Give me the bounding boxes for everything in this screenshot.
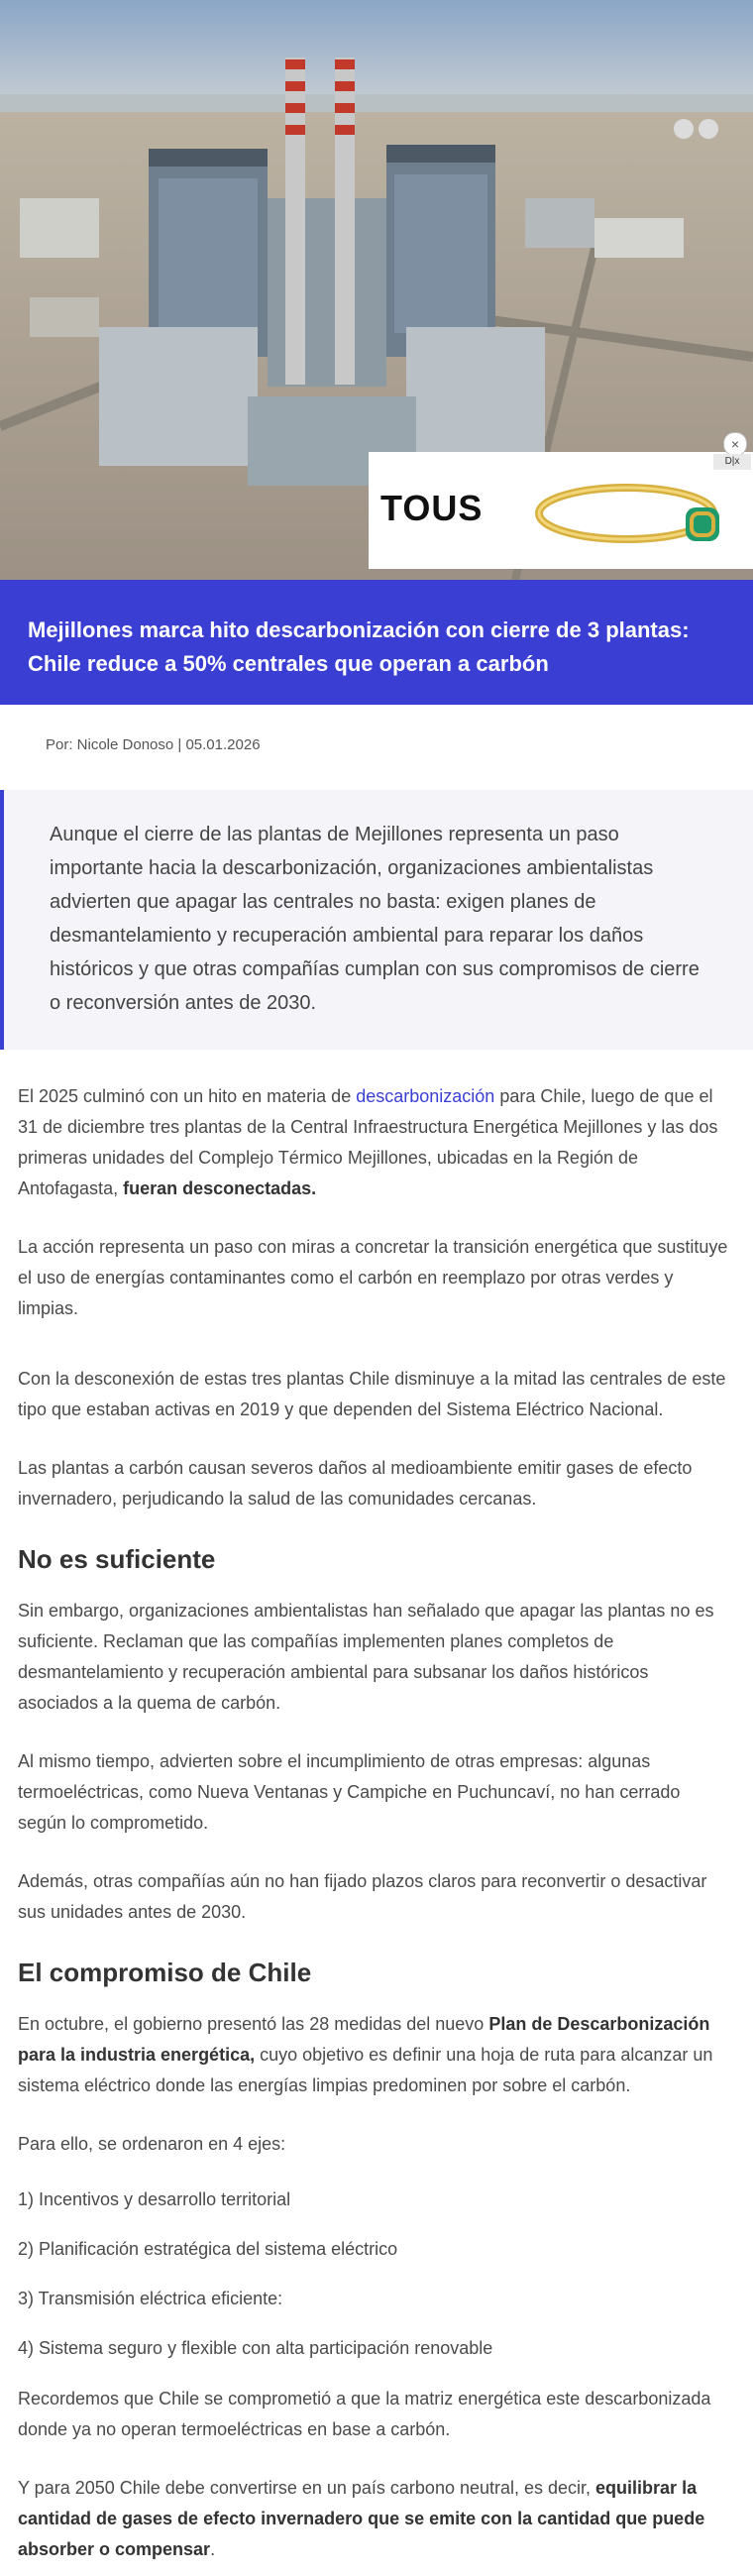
ad-bracelet-image[interactable] <box>517 456 735 565</box>
paragraph-8 <box>18 2009 733 2101</box>
paragraph-2: La acción representa un paso con miras a concretar la transición energética que sustituye el uso de energías contaminantes como el carbón en reemplazo por otras verdes y limpias. <box>18 1237 728 1318</box>
heading-compromiso: El compromiso de Chile <box>18 1958 312 1987</box>
heading-no-es-suficiente: No es suficiente <box>18 1544 216 1574</box>
paragraph-4: Las plantas a carbón causan severos daños al medioambiente emitir gases de efecto invernadero, perjudicando la salud de las comunidades cercanas. <box>18 1458 693 1509</box>
paragraph-3: Con la desconexión de estas tres plantas Chile disminuye a la mitad las centrales de este tipo que estaban activas en 2019 y que dependen del Sistema Eléctrico Nacional. <box>18 1369 726 1419</box>
list-item: 4) Sistema seguro y flexible con alta participación renovable <box>18 2338 493 2358</box>
paragraph-11-bold: equilibrar la cantidad de gases de efecto invernadero que se emite con la cantidad que puede absorber o compensar <box>18 2478 705 2559</box>
paragraph-10: Recordemos que Chile se comprometió a que la matriz energética este descarbonizada donde ya no operan termoeléctricas en base a carbón. <box>18 2389 711 2439</box>
paragraph-6: Al mismo tiempo, advierten sobre el incumplimiento de otras empresas: algunas termoeléctricas, como Nueva Ventanas y Campiche en Puchuncaví, no han cerrado según lo comprometido. <box>18 1751 681 1833</box>
paragraph-1-bold: fueran desconectadas. <box>123 1178 317 1198</box>
ad-brand-logo[interactable]: TOUS <box>380 488 484 528</box>
title-band <box>0 580 753 705</box>
article-title: Mejillones marca hito descarbonización con cierre de 3 plantas: Chile reduce a 50% centrales que operan a carbón <box>28 617 690 676</box>
ad-banner[interactable] <box>369 436 753 569</box>
list-item: 2) Planificación estratégica del sistema eléctrico <box>18 2239 398 2259</box>
paragraph-9: Para ello, se ordenaron en 4 ejes: <box>18 2134 286 2154</box>
paragraph-7: Además, otras compañías aún no han fijado plazos claros para reconvertir o desactivar sus unidades antes de 2030. <box>18 1871 707 1922</box>
ad-close-icon[interactable]: × <box>723 432 747 456</box>
paragraph-11-lead: Y para 2050 Chile debe convertirse en un país carbono neutral, es decir, <box>18 2478 596 2498</box>
paragraph-11 <box>18 2473 733 2565</box>
article-body <box>0 1050 753 2565</box>
paragraph-1-lead: El 2025 culminó con un hito en materia de <box>18 1086 357 1106</box>
paragraph-1 <box>18 1081 733 1204</box>
byline: Por: Nicole Donoso | 05.01.2026 <box>46 736 261 753</box>
article-summary <box>0 790 753 1050</box>
list-item: 3) Transmisión eléctrica eficiente: <box>18 2289 283 2308</box>
ad-choices-icon[interactable]: D|x <box>713 454 751 470</box>
summary-text: Aunque el cierre de las plantas de Mejillones representa un paso importante hacia la descarbonización, organizaciones ambientalistas advierten que apagar las centrales no basta: exigen planes de desmantelamiento y recuperación ambiental para reparar los daños históricos y que otras compañías cumplan con sus compromisos de cierre o reconversión antes de 2030. <box>50 824 700 1014</box>
paragraph-8-bold: Plan de Descarbonización para la industria energética, <box>18 2014 710 2065</box>
descarbonizacion-link[interactable]: descarbonización <box>356 1086 495 1106</box>
list-item: 1) Incentivos y desarrollo territorial <box>18 2189 291 2209</box>
paragraph-8-body: cuyo objetivo es definir una hoja de ruta para alcanzar un sistema eléctrico donde las energías limpias predominen por sobre el carbón. <box>18 2045 713 2095</box>
paragraph-11-end: . <box>210 2539 216 2559</box>
hero-image <box>0 0 753 580</box>
paragraph-1-body: para Chile, luego de que el 31 de diciembre tres plantas de la Central Infraestructura Energética Mejillones y las dos primeras unidades del Complejo Térmico Mejillones, ubicadas en la Región de Antofagasta, <box>18 1086 718 1198</box>
paragraph-8-lead: En octubre, el gobierno presentó las 28 medidas del nuevo <box>18 2014 489 2034</box>
paragraph-5: Sin embargo, organizaciones ambientalistas han señalado que apagar las plantas no es suficiente. Reclaman que las compañías implementen planes completos de desmantelamiento y recuperación ambiental para subsanar los daños históricos asociados a la quema de carbón. <box>18 1601 714 1713</box>
